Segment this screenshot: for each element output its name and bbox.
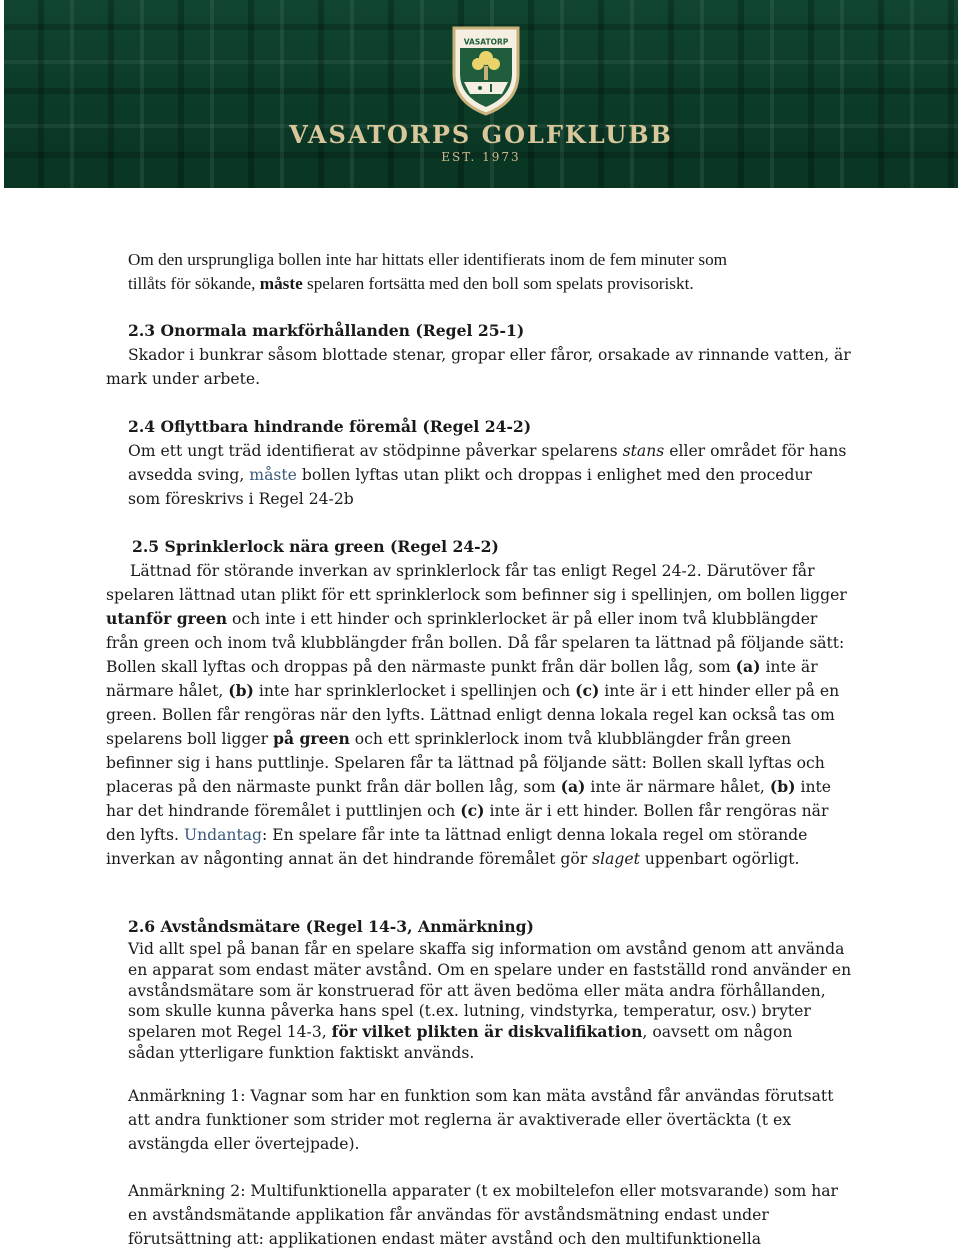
text-line: Skador i bunkrar såsom blottade stenar, gropar eller fåror, orsakade av rinnande vatten, är xyxy=(128,346,851,364)
text-line: Vid allt spel på banan får en spelare skaffa sig information om avstånd genom att använda xyxy=(128,940,845,958)
section-heading: 2.6 Avståndsmätare (Regel 14-3, Anmärkning) xyxy=(128,917,534,936)
header-banner xyxy=(4,0,958,188)
text: Bollen skall lyftas och droppas på den närmaste punkt från där bollen låg, som xyxy=(106,658,736,676)
text-line: som föreskrivs i Regel 24-2b xyxy=(128,490,354,508)
section-heading: 2.3 Onormala markförhållanden (Regel 25-1) xyxy=(128,321,525,340)
text-line: Lättnad för störande inverkan av sprinklerlock får tas enligt Regel 24-2. Därutöver får xyxy=(130,562,815,580)
italic-text: stans xyxy=(622,442,665,460)
note-1 xyxy=(128,1084,833,1156)
text: har det hindrande föremålet i puttlinjen och xyxy=(106,802,461,820)
bold-text: måste xyxy=(259,274,303,293)
italic-text: slaget xyxy=(592,850,640,868)
bold-text: utanför green xyxy=(106,609,228,628)
text-line: att andra funktioner som strider mot reglerna är avaktiverade eller övertäckta (t ex xyxy=(128,1111,792,1129)
text: spelaren fortsätta med den boll som spelats provisoriskt. xyxy=(302,274,694,293)
club-name: VASATORPS GOLFKLUBB xyxy=(289,120,673,149)
text-line: befinner sig i hans puttlinje. Spelaren får ta lättnad på följande sätt: Bollen skall lyftas och xyxy=(106,754,825,772)
text: , oavsett om någon xyxy=(642,1023,793,1042)
text: spelarens boll ligger xyxy=(106,730,274,748)
text-line: förutsättning att: applikationen endast mäter avstånd och den multifunktionella xyxy=(128,1230,762,1248)
text-line: en apparat som endast mäter avstånd. Om en spelare under en fastställd rond använder en xyxy=(128,960,852,979)
text-line: avstängda eller övertejpade). xyxy=(128,1135,360,1153)
club-crest-logo xyxy=(450,22,522,116)
text: den lyfts. xyxy=(106,826,184,844)
crest-text: VASATORP xyxy=(463,37,509,47)
text-line: mark under arbete. xyxy=(106,370,261,388)
text: uppenbart ogörligt. xyxy=(639,850,800,868)
text-line: från green och inom två klubblängder från bollen. Då får spelaren ta lättnad på följande sätt: xyxy=(106,634,845,652)
text: bollen lyftas utan plikt och droppas i enlighet med den procedur xyxy=(296,466,813,484)
text: eller området för hans xyxy=(664,442,847,460)
text: avsedda sving, xyxy=(128,466,250,484)
bold-text: (c) xyxy=(575,681,600,700)
bold-text: (b) xyxy=(228,681,254,700)
text: inte är xyxy=(760,658,818,676)
section-2-6 xyxy=(128,915,851,1064)
text-line: avståndsmätare som är konstruerad för att även bedöma eller mäta andra förhållanden, xyxy=(128,981,826,1000)
bold-text: för vilket plikten är diskvalifikation xyxy=(331,1022,643,1042)
exception-label: Undantag xyxy=(183,826,263,844)
text: Om ett ungt träd identifierat av stödpinne påverkar spelarens xyxy=(128,442,623,460)
text: tillåts för sökande, xyxy=(128,274,260,293)
section-heading: 2.4 Oflyttbara hindrande föremål (Regel 24-2) xyxy=(128,417,532,436)
section-2-5 xyxy=(106,535,847,871)
text-line: green. Bollen får rengöras när den lyfts. Lättnad enligt denna lokala regel kan också tas om xyxy=(106,706,835,724)
text: inte xyxy=(795,778,831,796)
bold-text: (c) xyxy=(460,801,485,820)
text-line: Anmärkning 1: Vagnar som har en funktion som kan mäta avstånd får användas förutsatt xyxy=(128,1087,834,1105)
bold-text: (a) xyxy=(560,777,586,796)
text: inte är i ett hinder eller på en xyxy=(599,682,840,700)
text: inte har sprinklerlocket i spellinjen och xyxy=(253,682,576,700)
section-2-3 xyxy=(106,319,851,391)
text-line: en avståndsmätande applikation får användas för avståndsmätning endast under xyxy=(128,1206,769,1224)
text-line: sådan ytterligare funktion faktiskt används. xyxy=(128,1043,475,1062)
accent-text: måste xyxy=(249,466,297,484)
club-established: EST. 1973 xyxy=(441,150,521,164)
note-2 xyxy=(128,1179,838,1251)
text: och inte i ett hinder och sprinklerlocket är på eller inom två klubblängder xyxy=(227,610,818,628)
intro-paragraph xyxy=(128,248,727,296)
text-line: som skulle kunna påverka hans spel (t.ex. lutning, vindstyrka, temperatur, osv.) bryter xyxy=(128,1002,811,1021)
text: spelaren mot Regel 14-3, xyxy=(128,1023,332,1042)
text: Om den ursprungliga bollen inte har hittats eller identifierats inom de fem minuter som xyxy=(128,250,728,269)
text: inverkan av någonting annat än det hindrande föremålet gör xyxy=(106,850,593,868)
text: och ett sprinklerlock inom två klubblängder från green xyxy=(349,730,792,748)
bold-text: (b) xyxy=(769,777,796,796)
text: placeras på den närmaste punkt från där bollen låg, som xyxy=(106,778,561,796)
text-line: Anmärkning 2: Multifunktionella apparater (t ex mobiltelefon eller motsvarande) som har xyxy=(128,1182,839,1200)
section-2-4 xyxy=(128,415,846,511)
text: inte är närmare hålet, xyxy=(585,778,770,796)
text: närmare hålet, xyxy=(106,682,229,700)
text: : En spelare får inte ta lättnad enligt denna lokala regel om störande xyxy=(262,826,808,844)
text: inte är i ett hinder. Bollen får rengöras när xyxy=(484,802,829,820)
bold-text: (a) xyxy=(735,657,761,676)
section-heading: 2.5 Sprinklerlock nära green (Regel 24-2) xyxy=(132,537,499,556)
bold-text: på green xyxy=(273,729,350,748)
text-line: spelaren lättnad utan plikt för ett sprinklerlock som befinner sig i spellinjen, om bollen ligger xyxy=(106,586,847,604)
